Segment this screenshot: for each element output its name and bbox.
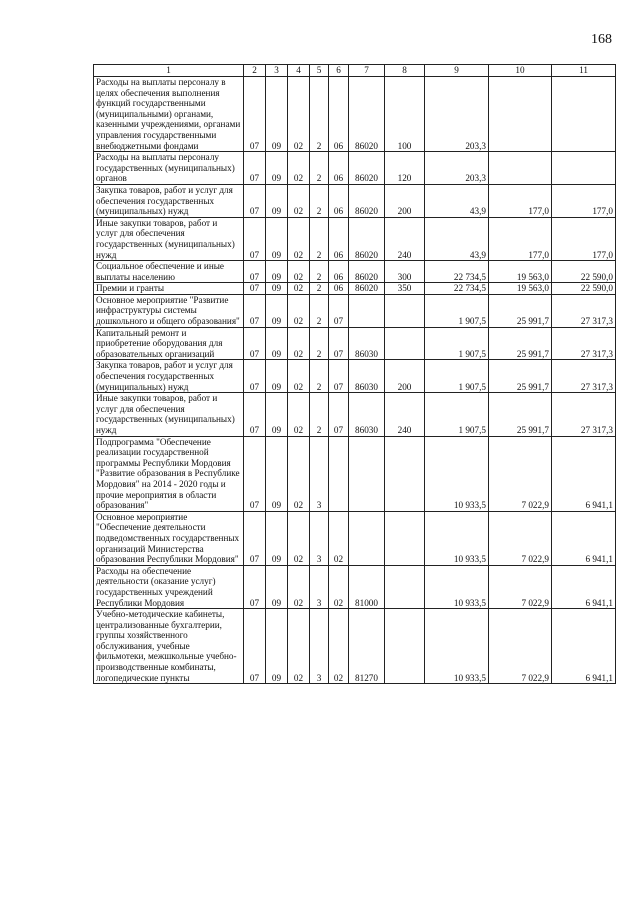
code-cell: 07	[329, 360, 349, 393]
code-cell: 200	[385, 184, 425, 217]
amount-cell: 22 734,5	[425, 283, 489, 295]
header-cell: 11	[552, 65, 616, 77]
amount-cell: 25 991,7	[489, 393, 552, 436]
code-cell	[385, 565, 425, 608]
header-row	[94, 65, 616, 77]
code-cell: 07	[244, 436, 266, 511]
amount-cell: 177,0	[489, 184, 552, 217]
amount-cell: 177,0	[489, 217, 552, 260]
code-cell: 02	[288, 283, 310, 295]
amount-cell: 27 317,3	[552, 327, 616, 360]
code-cell: 09	[266, 77, 288, 152]
code-cell	[349, 511, 385, 565]
code-cell: 02	[288, 294, 310, 327]
budget-table	[93, 64, 616, 684]
amount-cell	[489, 77, 552, 152]
code-cell: 02	[288, 511, 310, 565]
code-cell: 07	[244, 184, 266, 217]
code-cell: 350	[385, 283, 425, 295]
header-cell: 1	[94, 65, 244, 77]
amount-cell: 1 907,5	[425, 393, 489, 436]
code-cell: 07	[244, 261, 266, 283]
code-cell: 06	[329, 217, 349, 260]
table-row	[94, 261, 616, 283]
table-row	[94, 360, 616, 393]
table-row	[94, 565, 616, 608]
code-cell: 86020	[349, 261, 385, 283]
code-cell: 06	[329, 152, 349, 185]
code-cell: 07	[329, 327, 349, 360]
table-row	[94, 283, 616, 295]
row-name-cell: Иные закупки товаров, работ и услуг для обеспечения государственных (муниципальных) нужд	[94, 393, 244, 436]
amount-cell: 25 991,7	[489, 360, 552, 393]
amount-cell: 6 941,1	[552, 565, 616, 608]
amount-cell: 7 022,9	[489, 436, 552, 511]
code-cell: 07	[244, 77, 266, 152]
table-row	[94, 294, 616, 327]
code-cell: 2	[310, 261, 329, 283]
amount-cell: 25 991,7	[489, 294, 552, 327]
code-cell: 86030	[349, 393, 385, 436]
row-name-cell: Подпрограмма "Обеспечение реализации государственной программы Республики Мордовия "Развитие образования в Республике Мордовия" на 2014 - 2020 годы и прочие мероприятия в области образования"	[94, 436, 244, 511]
code-cell: 06	[329, 283, 349, 295]
code-cell	[385, 609, 425, 684]
code-cell	[329, 436, 349, 511]
code-cell: 07	[329, 294, 349, 327]
code-cell: 100	[385, 77, 425, 152]
code-cell: 240	[385, 393, 425, 436]
amount-cell: 43,9	[425, 184, 489, 217]
table-row	[94, 217, 616, 260]
code-cell: 300	[385, 261, 425, 283]
row-name-cell: Учебно-методические кабинеты, централизованные бухгалтерии, группы хозяйственного обслуживания, учебные фильмотеки, межшкольные учебно-производственные комбинаты, логопедические пункты	[94, 609, 244, 684]
header-cell: 9	[425, 65, 489, 77]
code-cell: 2	[310, 393, 329, 436]
code-cell: 09	[266, 436, 288, 511]
code-cell: 07	[244, 360, 266, 393]
code-cell: 200	[385, 360, 425, 393]
amount-cell: 1 907,5	[425, 360, 489, 393]
page-number: 168	[591, 32, 612, 47]
code-cell: 09	[266, 327, 288, 360]
table-row	[94, 511, 616, 565]
header-cell: 4	[288, 65, 310, 77]
header-cell: 6	[329, 65, 349, 77]
row-name-cell: Капитальный ремонт и приобретение оборудования для образовательных организаций	[94, 327, 244, 360]
amount-cell: 10 933,5	[425, 609, 489, 684]
code-cell: 02	[288, 184, 310, 217]
code-cell: 07	[244, 565, 266, 608]
amount-cell: 10 933,5	[425, 511, 489, 565]
row-name-cell: Премии и гранты	[94, 283, 244, 295]
code-cell: 09	[266, 261, 288, 283]
code-cell: 3	[310, 565, 329, 608]
code-cell	[385, 436, 425, 511]
header-cell: 5	[310, 65, 329, 77]
table-row	[94, 152, 616, 185]
row-name-cell: Расходы на выплаты персоналу государственных (муниципальных) органов	[94, 152, 244, 185]
amount-cell: 6 941,1	[552, 511, 616, 565]
code-cell: 06	[329, 261, 349, 283]
code-cell: 2	[310, 360, 329, 393]
code-cell	[385, 327, 425, 360]
amount-cell	[489, 152, 552, 185]
code-cell: 2	[310, 294, 329, 327]
code-cell: 09	[266, 565, 288, 608]
amount-cell: 6 941,1	[552, 436, 616, 511]
table-row	[94, 609, 616, 684]
code-cell: 09	[266, 283, 288, 295]
code-cell	[385, 511, 425, 565]
amount-cell: 43,9	[425, 217, 489, 260]
header-cell: 7	[349, 65, 385, 77]
code-cell	[385, 294, 425, 327]
code-cell: 02	[288, 152, 310, 185]
code-cell: 86020	[349, 152, 385, 185]
code-cell: 09	[266, 217, 288, 260]
code-cell: 2	[310, 327, 329, 360]
amount-cell: 19 563,0	[489, 283, 552, 295]
code-cell: 86020	[349, 283, 385, 295]
row-name-cell: Иные закупки товаров, работ и услуг для обеспечения государственных (муниципальных) нужд	[94, 217, 244, 260]
amount-cell: 27 317,3	[552, 393, 616, 436]
code-cell: 07	[244, 393, 266, 436]
code-cell: 02	[288, 609, 310, 684]
code-cell: 240	[385, 217, 425, 260]
amount-cell: 203,3	[425, 77, 489, 152]
row-name-cell: Основное мероприятие "Обеспечение деятельности подведомственных государственных организаций Министерства образования Республики Мордовия"	[94, 511, 244, 565]
amount-cell: 27 317,3	[552, 294, 616, 327]
code-cell: 09	[266, 511, 288, 565]
code-cell: 02	[288, 565, 310, 608]
amount-cell: 1 907,5	[425, 327, 489, 360]
code-cell: 86020	[349, 184, 385, 217]
code-cell: 2	[310, 217, 329, 260]
header-cell: 2	[244, 65, 266, 77]
code-cell: 07	[244, 217, 266, 260]
code-cell: 02	[288, 217, 310, 260]
code-cell: 06	[329, 77, 349, 152]
table-row	[94, 436, 616, 511]
amount-cell: 203,3	[425, 152, 489, 185]
code-cell: 02	[329, 511, 349, 565]
code-cell: 86020	[349, 217, 385, 260]
code-cell: 09	[266, 294, 288, 327]
amount-cell: 6 941,1	[552, 609, 616, 684]
row-name-cell: Социальное обеспечение и иные выплаты населению	[94, 261, 244, 283]
amount-cell: 19 563,0	[489, 261, 552, 283]
code-cell: 07	[244, 283, 266, 295]
code-cell: 09	[266, 609, 288, 684]
code-cell: 02	[288, 77, 310, 152]
amount-cell: 7 022,9	[489, 609, 552, 684]
code-cell: 07	[244, 327, 266, 360]
code-cell: 81270	[349, 609, 385, 684]
code-cell: 86030	[349, 327, 385, 360]
code-cell: 3	[310, 436, 329, 511]
amount-cell: 1 907,5	[425, 294, 489, 327]
code-cell: 81000	[349, 565, 385, 608]
code-cell: 86020	[349, 77, 385, 152]
code-cell: 02	[288, 360, 310, 393]
code-cell: 3	[310, 609, 329, 684]
code-cell: 07	[244, 511, 266, 565]
amount-cell: 177,0	[552, 184, 616, 217]
amount-cell: 25 991,7	[489, 327, 552, 360]
code-cell: 02	[288, 393, 310, 436]
table-row	[94, 327, 616, 360]
amount-cell	[552, 77, 616, 152]
amount-cell: 27 317,3	[552, 360, 616, 393]
code-cell	[349, 294, 385, 327]
code-cell: 02	[288, 261, 310, 283]
code-cell: 09	[266, 393, 288, 436]
code-cell: 3	[310, 511, 329, 565]
code-cell: 09	[266, 184, 288, 217]
amount-cell: 10 933,5	[425, 436, 489, 511]
row-name-cell: Расходы на обеспечение деятельности (оказание услуг) государственных учреждений Республики Мордовия	[94, 565, 244, 608]
code-cell: 09	[266, 360, 288, 393]
header-cell: 8	[385, 65, 425, 77]
code-cell: 07	[329, 393, 349, 436]
code-cell: 06	[329, 184, 349, 217]
code-cell: 07	[244, 294, 266, 327]
amount-cell: 22 734,5	[425, 261, 489, 283]
amount-cell: 22 590,0	[552, 283, 616, 295]
header-cell: 10	[489, 65, 552, 77]
code-cell: 2	[310, 152, 329, 185]
code-cell	[349, 436, 385, 511]
amount-cell: 7 022,9	[489, 511, 552, 565]
row-name-cell: Расходы на выплаты персоналу в целях обеспечения выполнения функций государственными (муниципальными) органами, казенными учреждениями, органами управления государственными внебюджетными фондами	[94, 77, 244, 152]
table-row	[94, 393, 616, 436]
code-cell: 86030	[349, 360, 385, 393]
amount-cell: 177,0	[552, 217, 616, 260]
row-name-cell: Закупка товаров, работ и услуг для обеспечения государственных (муниципальных) нужд	[94, 184, 244, 217]
code-cell: 02	[329, 609, 349, 684]
amount-cell	[552, 152, 616, 185]
row-name-cell: Основное мероприятие "Развитие инфраструктуры системы дошкольного и общего образования"	[94, 294, 244, 327]
amount-cell: 10 933,5	[425, 565, 489, 608]
header-cell: 3	[266, 65, 288, 77]
code-cell: 120	[385, 152, 425, 185]
code-cell: 02	[329, 565, 349, 608]
code-cell: 2	[310, 283, 329, 295]
table-row	[94, 184, 616, 217]
code-cell: 07	[244, 609, 266, 684]
code-cell: 2	[310, 184, 329, 217]
code-cell: 07	[244, 152, 266, 185]
code-cell: 09	[266, 152, 288, 185]
code-cell: 02	[288, 436, 310, 511]
table-row	[94, 77, 616, 152]
row-name-cell: Закупка товаров, работ и услуг для обеспечения государственных (муниципальных) нужд	[94, 360, 244, 393]
amount-cell: 22 590,0	[552, 261, 616, 283]
code-cell: 2	[310, 77, 329, 152]
code-cell: 02	[288, 327, 310, 360]
amount-cell: 7 022,9	[489, 565, 552, 608]
